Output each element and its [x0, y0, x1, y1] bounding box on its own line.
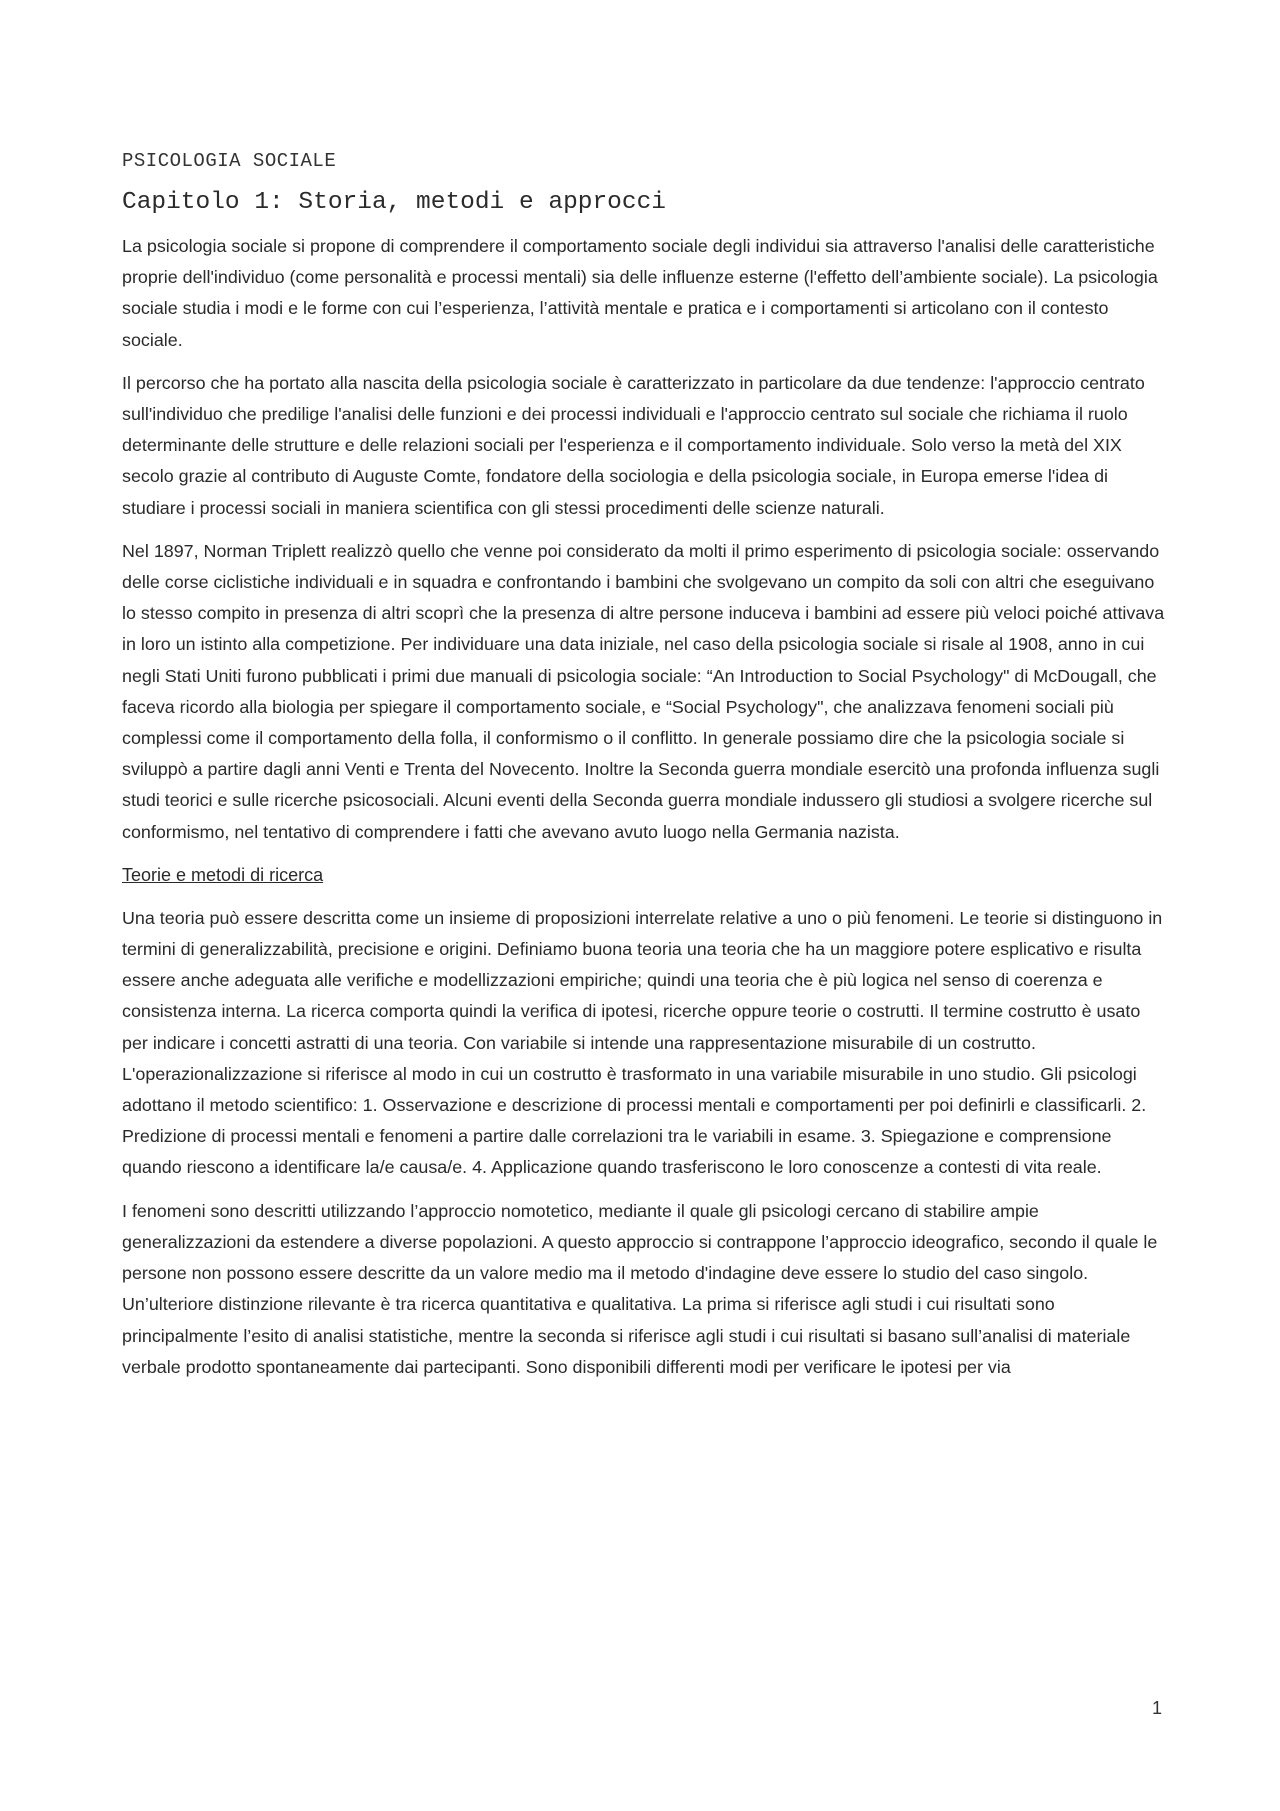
paragraph-section-2: I fenomeni sono descritti utilizzando l’approccio nomotetico, mediante il quale gli psicologi cercano di stabilire ampie generalizzazioni da estendere a diverse popolazioni. A questo approccio si contrappone l’approccio ideografico, secondo il quale le persone non possono essere descritte da un valore medio ma il metodo d'indagine deve essere lo studio del caso singolo. Un’ulteriore distinzione rilevante è tra ricerca quantitativa e qualitativa. La prima si riferisce agli studi i cui risultati sono principalmente l’esito di analisi statistiche, mentre la seconda si riferisce agli studi i cui risultati si basano sull’analisi di materiale verbale prodotto spontaneamente dai partecipanti. Sono disponibili differenti modi per verificare le ipotesi per via	[122, 1200, 1158, 1377]
paragraph-intro-1: La psicologia sociale si propone di comprendere il comportamento sociale degli individui sia attraverso l'analisi delle caratteristiche proprie dell'individuo (come personalità e processi mentali) sia delle influenze esterne (l'effetto dell’ambiente sociale). La psicologia sociale studia i modi e le forme con cui l’esperienza, l’attività mentale e pratica e i comportamenti si articolano con il contesto sociale.	[122, 236, 1158, 350]
document-title: PSICOLOGIA SOCIALE	[122, 150, 337, 172]
section-title: Teorie e metodi di ricerca	[122, 864, 324, 885]
chapter-title: Capitolo 1: Storia, metodi e approcci	[122, 189, 666, 216]
paragraph-intro-3: Nel 1897, Norman Triplett realizzò quello che venne poi considerato da molti il primo esperimento di psicologia sociale: osservando delle corse ciclistiche individuali e in squadra e confrontando i bambini che svolgevano un compito da soli con altri che eseguivano lo stesso compito in presenza di altri scoprì che la presenza di altre persone induceva i bambini ad essere più veloci poiché attivava in loro un istinto alla competizione. Per individuare una data iniziale, nel caso della psicologia sociale si risale al 1908, anno in cui negli Stati Uniti furono pubblicati i primi due manuali di psicologia sociale: “An Introduction to Social Psychology" di McDougall, che faceva ricordo alla biologia per spiegare il comportamento sociale, e “Social Psychology", che analizzava fenomeni sociali più complessi come il comportamento della folla, il conformismo o il conflitto. In generale possiamo dire che la psicologia sociale si sviluppò a partire dagli anni Venti e Trenta del Novecento. Inoltre la Seconda guerra mondiale esercitò una profonda influenza sugli studi teorici e sulle ricerche psicosociali. Alcuni eventi della Seconda guerra mondiale indussero gli studiosi a svolgere ricerche sul conformismo, nel tentativo di comprendere i fatti che avevano avuto luogo nella Germania nazista.	[122, 540, 1165, 842]
paragraph-section-1: Una teoria può essere descritta come un insieme di proposizioni interrelate relative a uno o più fenomeni. Le teorie si distinguono in termini di generalizzabilità, precisione e origini. Definiamo buona teoria una teoria che ha un maggiore potere esplicativo e risulta essere anche adeguata alle verifiche e modellizzazioni empiriche; quindi una teoria che è più logica nel senso di coerenza e consistenza interna. La ricerca comporta quindi la verifica di ipotesi, ricerche oppure teorie o costrutti. Il termine costrutto è usato per indicare i concetti astratti di una teoria. Con variabile si intende una rappresentazione misurabile di un costrutto. L'operazionalizzazione si riferisce al modo in cui un costrutto è trasformato in una variabile misurabile in uno studio. Gli psicologi adottano il metodo scientifico: 1. Osservazione e descrizione di processi mentali e comportamenti per poi definirli e classificarli. 2. Predizione di processi mentali e fenomeni a partire dalle correlazioni tra le variabili in esame. 3. Spiegazione e comprensione quando riescono a identificare la/e causa/e. 4. Applicazione quando trasferiscono le loro conoscenze a contesti di vita reale.	[122, 907, 1163, 1178]
page-number: 1	[1151, 1698, 1162, 1718]
paragraph-intro-2: Il percorso che ha portato alla nascita della psicologia sociale è caratterizzato in particolare da due tendenze: l'approccio centrato sull'individuo che predilige l'analisi delle funzioni e dei processi individuali e l'approccio centrato sul sociale che richiama il ruolo determinante delle strutture e delle relazioni sociali per l'esperienza e il comportamento individuale. Solo verso la metà del XIX secolo grazie al contributo di Auguste Comte, fondatore della sociologia e della psicologia sociale, in Europa emerse l'idea di studiare i processi sociali in maniera scientifica con gli stessi procedimenti delle scienze naturali.	[122, 372, 1145, 518]
page-content	[122, 148, 1167, 1395]
